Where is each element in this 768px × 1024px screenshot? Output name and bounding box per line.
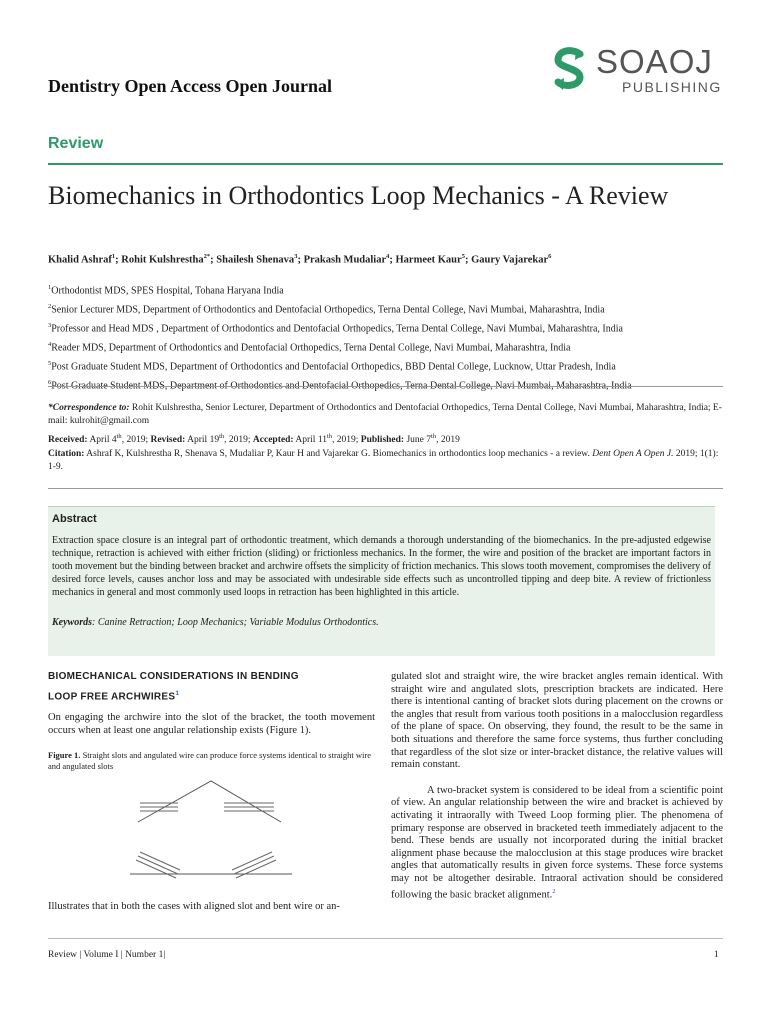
body-paragraph: On engaging the archwire into the slot of the bracket, the tooth movement occurs when at least one angular relationship exists (Figure 1). [48, 712, 375, 736]
correspondence-text: Rohit Kulshrestha, Senior Lecturer, Department of Orthodontics and Dentofacial Orthopedics, Terna Dental College, Navi Mumbai, Maharashtra, India; E-mail: kulrohit@gmail.com [48, 403, 722, 426]
bracket-wire-figure [126, 778, 296, 884]
publication-dates: Received: April 4th, 2019; Revised: April 19th, 2019; Accepted: April 11th, 2019; Published: June 7th, 2019 [48, 433, 460, 446]
right-column [391, 671, 723, 902]
page-number: 1 [714, 950, 719, 960]
affiliations-divider [48, 386, 723, 387]
logo-sub-text: PUBLISHING [622, 79, 722, 95]
header-divider [48, 163, 723, 165]
correspondence-block [48, 402, 723, 428]
author-name: Rohit Kulshrestha [121, 254, 204, 266]
body-paragraph: A two-bracket system is considered to be ideal from a scientific point of view. An angular relationship between the wire and bracket is achieved by activating it intraorally with Tweed Loop forming plier. The phenomena of primary response are observed in bracketed teeth immediately adjacent to the bend. These bends are usually not incorporated during the initial bracket alignment phase because the malocclusion at this stage produces wire bracket angles that automatically results in given force systems. These force systems may not be altogether desirable. Intraoral activation should be considered following the basic bracket alignment.$^2$ [391, 784, 723, 900]
author-name: Harmeet Kaur [395, 254, 462, 266]
affiliation-item: $^1$Orthodontist MDS, SPES Hospital, Tohana Haryana India [48, 284, 284, 297]
affiliation-item: $^4$Reader MDS, Department of Orthodontics and Dentofacial Orthopedics, Terna Dental College, Navi Mumbai, Maharashtra, India [48, 340, 571, 354]
affiliation-item: $^5$Post Graduate Student MDS, Department of Orthodontics and Dentofacial Orthopedics, BBD Dental College, Lucknow, Uttar Pradesh, India [48, 359, 616, 373]
abstract-text: Extraction space closure is an integral part of orthodontic treatment, which demands a thorough understanding of the biomechanics. In the pre-adjusted edgewise technique, retraction is achieved with either friction (sliding) or frictionless mechanics. In the former, the wire and position of the bracket are important factors in tooth movement but the binding between bracket and archwire offsets the simplicity of friction mechanics. This slows tooth movement, compromises the delivery of desired force levels, causes anchor loss and may be associated with undesirable side effects such as uncontrolled tipping and deep bite. A review of frictionless mechanics in general and most commonly used loops in retraction has been highlighted in this article. [52, 535, 711, 599]
affiliation-item: 6 [48, 378, 52, 386]
figure-caption: Figure 1. Straight slots and angulated wire can produce force systems identical to straight wire and angulated slots [48, 749, 372, 771]
citation-divider [48, 488, 723, 489]
citation-block: Citation: Ashraf K, Kulshrestha R, Shenava S, Mudaliar P, Kaur H and Vajarekar G. Biomechanics in orthodontics loop mechanics - a review. Dent Open A Open J. 2019; 1(1): 1-9. [48, 449, 719, 472]
affiliation-item: $^2$Senior Lecturer MDS, Department of Orthodontics and Dentofacial Orthopedics, Terna Dental College, Navi Mumbai, Maharashtra, India [48, 302, 605, 316]
section-heading: BIOMECHANICAL CONSIDERATIONS IN BENDING LOOP FREE ARCHWIRES$^1$ [48, 671, 299, 703]
reference-link[interactable]: 2 [552, 887, 556, 895]
abstract-heading: Abstract [52, 513, 97, 525]
author-name: Khalid Ashraf [48, 254, 112, 266]
article-title: Biomechanics in Orthodontics Loop Mechanics - A Review [48, 181, 669, 210]
affiliation-item: $^3$Professor and Head MDS , Department of Orthodontics and Dentofacial Orthopedics, Terna Dental College, Navi Mumbai, Maharashtra, India [48, 321, 623, 335]
journal-title: Dentistry Open Access Open Journal [48, 76, 333, 96]
left-column [48, 668, 375, 772]
soaoj-s-icon [550, 46, 590, 92]
reference-link[interactable]: 1 [175, 690, 180, 697]
author-list: Khalid Ashraf$^1$; Rohit Kulshrestha$^{2*}$; Shailesh Shenava$^3$; Prakash Mudaliar$^4$; Harmeet Kaur$^5$; Gaury Vajarekar$^6$ [48, 253, 552, 266]
author-name: Prakash Mudaliar [303, 254, 387, 266]
article-type-label: Review [48, 135, 104, 152]
citation-label: Citation: [48, 449, 85, 459]
abstract-box [48, 506, 715, 656]
footer-issue-info: Review | Volume I | Number 1| [48, 950, 166, 960]
soaoj-logo [550, 42, 730, 102]
keywords-line: Keywords: Canine Retraction; Loop Mechanics; Variable Modulus Orthodontics. [52, 617, 379, 629]
affiliation-list [48, 280, 728, 394]
body-paragraph: gulated slot and straight wire, the wire bracket angles remain identical. With straight wire and angulated slots, prescription brackets are indicated. Here there is intentional canting of bracket slots during placement on the crowns or the angles that result from various tooth positions in a malocclusion regardless of the plane of space. On observing, they found, the result to be the same in both situations and therefore the same force systems, thus further concluding that regardless of the slot size or inter-bracket distance, the relative values will remain constant. [391, 671, 723, 771]
correspondence-label: *Correspondence to: [48, 403, 130, 413]
author-name: Shailesh Shenava [216, 254, 295, 266]
logo-main-text: SOAOJ [596, 43, 713, 80]
author-name: Gaury Vajarekar [471, 254, 549, 266]
body-paragraph: Illustrates that in both the cases with aligned slot and bent wire or an- [48, 901, 340, 912]
footer-divider [48, 938, 723, 939]
